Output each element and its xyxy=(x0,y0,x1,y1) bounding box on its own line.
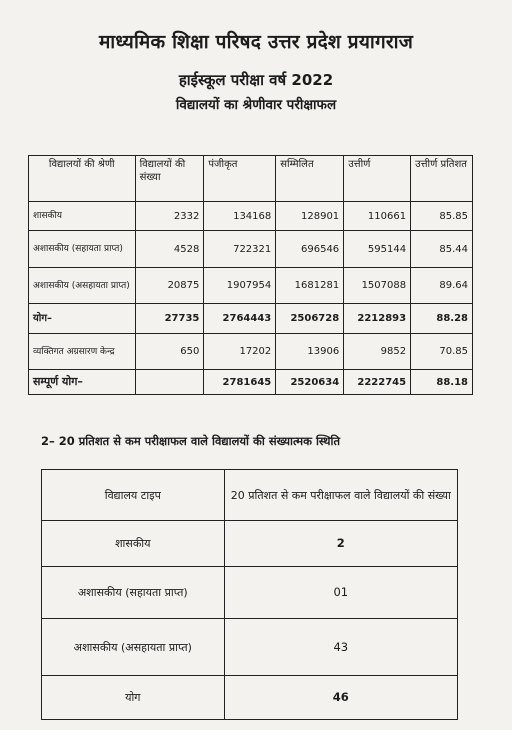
value-cell: 4528 xyxy=(135,231,204,268)
value-cell: 134168 xyxy=(204,202,276,231)
header-cell: पंजीकृत xyxy=(204,156,276,202)
value-cell: 27735 xyxy=(135,304,204,334)
header-cell: सम्मिलित xyxy=(276,156,344,202)
header-cell: विद्यालय टाइप xyxy=(42,470,225,521)
value-cell: 110661 xyxy=(344,202,411,231)
value-cell: 696546 xyxy=(276,231,344,268)
count-cell: 01 xyxy=(224,567,457,619)
table-row xyxy=(42,619,458,676)
category-result-table xyxy=(28,155,473,395)
value-cell: 88.18 xyxy=(411,370,473,395)
low-result-table xyxy=(41,469,458,720)
value-cell: 17202 xyxy=(204,334,276,370)
value-cell: 2506728 xyxy=(276,304,344,334)
count-cell: 2 xyxy=(224,521,457,567)
document-title: माध्यमिक शिक्षा परिषद उत्तर प्रदेश प्रयागराज xyxy=(98,31,414,53)
value-cell: 2764443 xyxy=(204,304,276,334)
value-cell: 595144 xyxy=(344,231,411,268)
value-cell: 2212893 xyxy=(344,304,411,334)
value-cell: 9852 xyxy=(344,334,411,370)
header-cell: उत्तीर्ण प्रतिशत xyxy=(411,156,473,202)
type-cell: अशासकीय (असहायता प्राप्त) xyxy=(42,619,225,676)
value-cell: 2781645 xyxy=(204,370,276,395)
type-cell: शासकीय xyxy=(42,521,225,567)
table-header-row xyxy=(42,470,458,521)
value-cell: 89.64 xyxy=(411,268,473,304)
category-cell: व्यक्तिगत अग्रसारण केन्द्र xyxy=(29,334,136,370)
value-cell xyxy=(135,370,204,395)
grand-total-row xyxy=(29,370,473,395)
category-cell: शासकीय xyxy=(29,202,136,231)
category-result-heading: विद्यालयों का श्रेणीवार परीक्षाफल xyxy=(175,97,337,113)
value-cell: 1681281 xyxy=(276,268,344,304)
value-cell: 2332 xyxy=(135,202,204,231)
value-cell: 722321 xyxy=(204,231,276,268)
header-cell: विद्यालयों की संख्या xyxy=(135,156,204,202)
count-cell: 43 xyxy=(224,619,457,676)
table-header-row xyxy=(29,156,473,202)
header-cell: 20 प्रतिशत से कम परीक्षाफल वाले विद्यालयों की संख्या xyxy=(224,470,457,521)
value-cell: 128901 xyxy=(276,202,344,231)
value-cell: 1907954 xyxy=(204,268,276,304)
table-row xyxy=(42,521,458,567)
value-cell: 88.28 xyxy=(411,304,473,334)
value-cell: 2520634 xyxy=(276,370,344,395)
value-cell: 13906 xyxy=(276,334,344,370)
category-cell: अशासकीय (सहायता प्राप्त) xyxy=(29,231,136,268)
value-cell: 70.85 xyxy=(411,334,473,370)
section-heading: 2– 20 प्रतिशत से कम परीक्षाफल वाले विद्यालयों की संख्यात्मक स्थिति xyxy=(41,434,341,448)
category-cell: सम्पूर्ण योग– xyxy=(29,370,136,395)
table-row xyxy=(29,334,473,370)
category-cell: योग– xyxy=(29,304,136,334)
count-cell: 46 xyxy=(224,676,457,720)
header-cell: उत्तीर्ण xyxy=(344,156,411,202)
category-cell: अशासकीय (असहायता प्राप्त) xyxy=(29,268,136,304)
value-cell: 85.85 xyxy=(411,202,473,231)
value-cell: 20875 xyxy=(135,268,204,304)
table-row xyxy=(29,268,473,304)
type-cell: अशासकीय (सहायता प्राप्त) xyxy=(42,567,225,619)
value-cell: 650 xyxy=(135,334,204,370)
total-row xyxy=(42,676,458,720)
subtotal-row xyxy=(29,304,473,334)
header-cell: विद्यालयों की श्रेणी xyxy=(29,156,136,202)
value-cell: 1507088 xyxy=(344,268,411,304)
table-row xyxy=(29,231,473,268)
exam-year-heading: हाईस्कूल परीक्षा वर्ष 2022 xyxy=(178,71,334,89)
value-cell: 85.44 xyxy=(411,231,473,268)
table-row xyxy=(42,567,458,619)
table-row xyxy=(29,202,473,231)
type-cell: योग xyxy=(42,676,225,720)
value-cell: 2222745 xyxy=(344,370,411,395)
